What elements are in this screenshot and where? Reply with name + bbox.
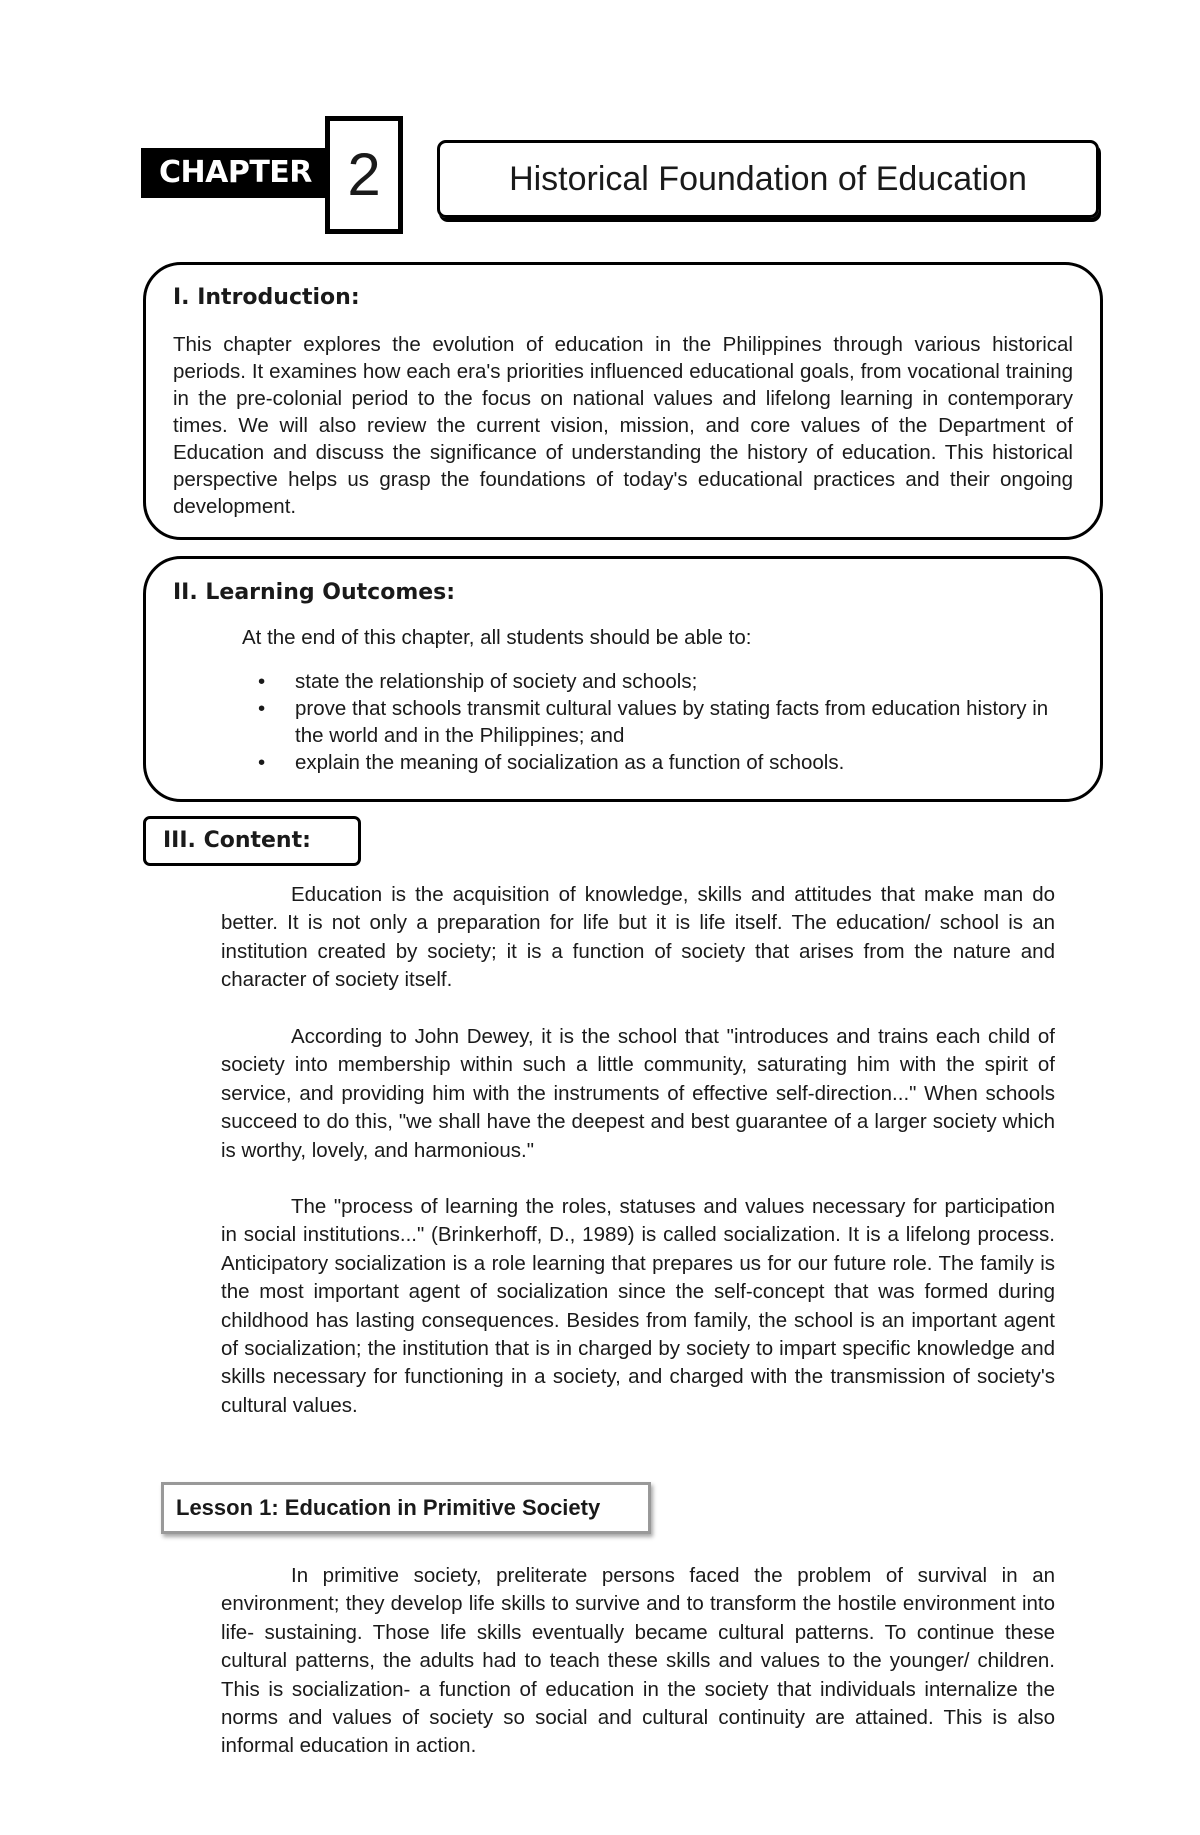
content-paragraph: The "process of learning the roles, statuses and values necessary for participation in social institutions..." (Brinkerhoff, D., 1989) is called socialization. It is a lifelong process. Anticipatory socialization is a role learning that prepares us for our future role. The family is the most important agent of socialization since the self-concept that was formed during childhood has lasting consequences. Besides from family, the school is an important agent of socialization; the institution that is in charged by society to impart specific knowledge and skills necessary for functioning in a society, and charged with the transmission of society's cultural values.: [221, 1195, 1055, 1417]
learning-outcomes-heading: II. Learning Outcomes:: [173, 580, 456, 605]
content-heading: III. Content:: [143, 816, 361, 866]
introduction-heading: I. Introduction:: [173, 285, 360, 310]
bullet-icon: •: [258, 697, 266, 720]
learning-outcomes-intro: At the end of this chapter, all students should be able to:: [242, 626, 752, 649]
outcome-text: prove that schools transmit cultural values by stating facts from education history in the world and in the Philippines; and: [295, 697, 1049, 747]
list-item: [258, 695, 1078, 749]
chapter-number: 2: [325, 116, 403, 234]
content-paragraph: According to John Dewey, it is the school that "introduces and trains each child of society into membership within such a little community, saturating him with the spirit of service, and providing him with the instruments of effective self-direction..." When schools succeed to do this, "we shall have the deepest and best guarantee of a larger society which is worthy, lovely, and harmonious.": [221, 1025, 1055, 1162]
bullet-icon: •: [258, 670, 266, 693]
list-item: [258, 668, 1078, 695]
content-paragraph: Education is the acquisition of knowledge, skills and attitudes that make man do better. It is not only a preparation for life but it is life itself. The education/ school is an institution created by society; it is a function of society that arises from the nature and character of society itself.: [221, 883, 1055, 992]
lesson-1-paragraph: In primitive society, preliterate persons faced the problem of survival in an environment; they develop life skills to survive and to transform the hostile environment into life- sustaining. Those life skills eventually became cultural patterns. To continue these cultural patterns, the adults had to teach these skills and values to the younger/ children. This is socialization- a function of education in the society that individuals internalize the norms and values of society so social and cultural continuity are attained. This is also informal education in action.: [221, 1564, 1055, 1758]
learning-outcomes-list: [258, 668, 1078, 776]
outcome-text: explain the meaning of socialization as a function of schools.: [295, 751, 845, 774]
list-item: [258, 749, 1078, 776]
chapter-label: CHAPTER: [141, 148, 326, 198]
chapter-title: Historical Foundation of Education: [437, 140, 1099, 218]
bullet-icon: •: [258, 751, 266, 774]
introduction-text: This chapter explores the evolution of education in the Philippines through various historical periods. It examines how each era's priorities influenced educational goals, from vocational training in the pre-colonial period to the focus on national values and lifelong learning in contemporary times. We will also review the current vision, mission, and core values of the Department of Education and discuss the significance of understanding the history of education. This historical perspective helps us grasp the foundations of today's educational practices and their ongoing development.: [173, 333, 1073, 518]
outcome-text: state the relationship of society and schools;: [295, 670, 698, 693]
lesson-1-title: Lesson 1: Education in Primitive Society: [161, 1482, 651, 1534]
